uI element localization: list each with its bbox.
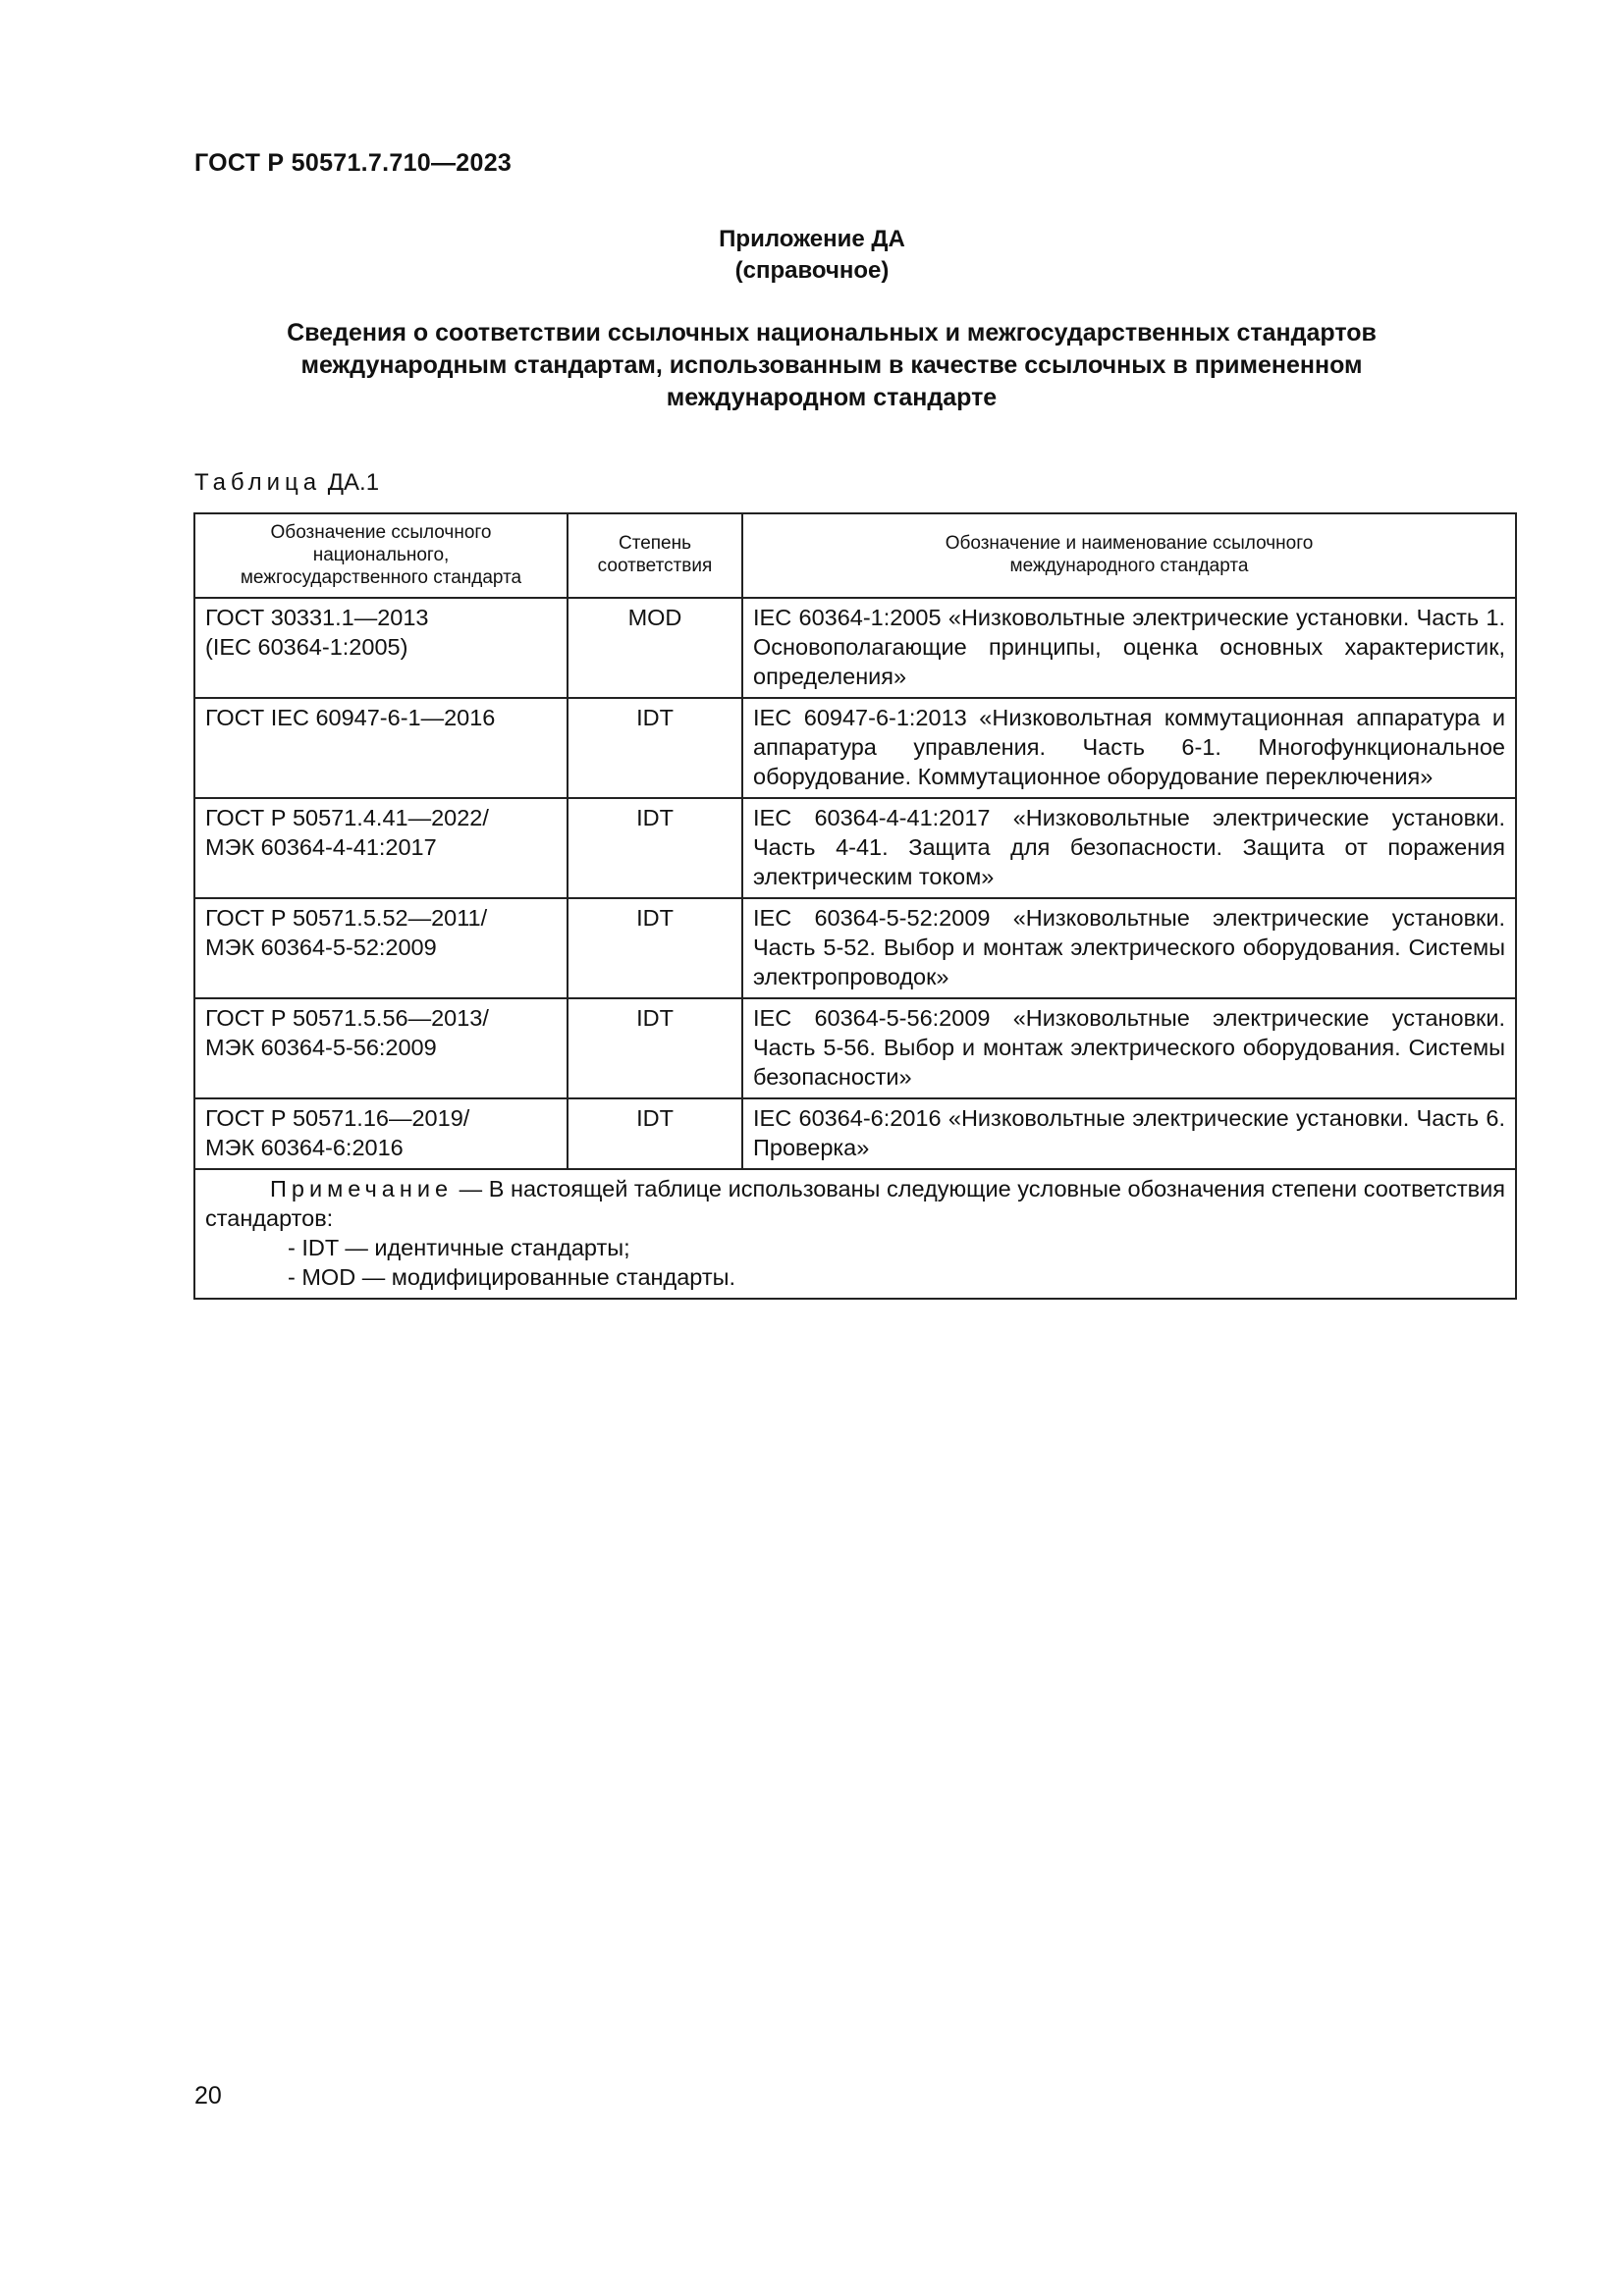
table-row [194,898,1516,998]
national-standard-cell: ГОСТ IEC 60947-6-1—2016 [194,698,568,798]
degree-cell: IDT [568,898,742,998]
appendix-title-line: Сведения о соответствии ссылочных национальных и межгосударственных стандартов [287,319,1377,347]
national-standard-cell: ГОСТ Р 50571.5.52—2011/ МЭК 60364-5-52:2009 [194,898,568,998]
national-standard-cell: ГОСТ Р 50571.16—2019/ МЭК 60364-6:2016 [194,1098,568,1169]
table-caption-label: Таблица [194,469,322,496]
column-header-national: Обозначение ссылочного национального, межгосударственного стандарта [194,513,568,598]
international-standard-cell: IEC 60364-5-52:2009 «Низковольтные электрические установки. Часть 5-52. Выбор и монтаж электрического оборудования. Системы электропроводок» [742,898,1516,998]
national-standard-cell: ГОСТ Р 50571.4.41—2022/ МЭК 60364-4-41:2017 [194,798,568,898]
page-number: 20 [194,2082,222,2109]
table-row [194,998,1516,1098]
degree-cell: IDT [568,798,742,898]
appendix-label: Приложение ДА [719,226,905,252]
degree-cell: IDT [568,998,742,1098]
degree-cell: MOD [568,598,742,698]
table-caption [194,469,379,497]
table-note [194,1169,1516,1299]
column-header-degree: Степень соответствия [568,513,742,598]
degree-cell: IDT [568,1098,742,1169]
reference-standards-table [193,512,1517,1300]
international-standard-cell: IEC 60364-4-41:2017 «Низковольтные электрические установки. Часть 4-41. Защита для безопасности. Защита от поражения электрическим током» [742,798,1516,898]
table-header-row [194,513,1516,598]
table-note-row [194,1169,1516,1299]
table-row [194,798,1516,898]
table-caption-number: ДА.1 [327,469,380,496]
appendix-title [196,317,1467,414]
international-standard-cell: IEC 60364-6:2016 «Низковольтные электрические установки. Часть 6. Проверка» [742,1098,1516,1169]
appendix-kind: (справочное) [734,257,890,284]
appendix-title-line: международным стандартам, использованным в качестве ссылочных в примененном [300,351,1363,379]
national-standard-cell: ГОСТ 30331.1—2013 (IEC 60364-1:2005) [194,598,568,698]
international-standard-cell: IEC 60364-5-56:2009 «Низковольтные электрические установки. Часть 5-56. Выбор и монтаж электрического оборудования. Системы безопасности» [742,998,1516,1098]
appendix-title-line: международном стандарте [666,384,998,411]
note-label: Примечание [270,1176,454,1201]
table-row [194,1098,1516,1169]
document-header: ГОСТ Р 50571.7.710—2023 [194,149,513,177]
international-standard-cell: IEC 60947-6-1:2013 «Низковольтная коммутационная аппаратура и аппаратура управления. Часть 6-1. Многофункциональное оборудование. Коммутационное оборудование переключения» [742,698,1516,798]
degree-cell: IDT [568,698,742,798]
appendix-heading [0,224,1624,287]
international-standard-cell: IEC 60364-1:2005 «Низковольтные электрические установки. Часть 1. Основополагающие принципы, оценка основных характеристик, определения» [742,598,1516,698]
note-item: - MOD — модифицированные стандарты. [288,1264,736,1290]
national-standard-cell: ГОСТ Р 50571.5.56—2013/ МЭК 60364-5-56:2009 [194,998,568,1098]
table-row [194,698,1516,798]
note-text: — В настоящей таблице использованы следующие условные обозначения степени соответствия стандартов: [205,1176,1505,1231]
table-row [194,598,1516,698]
column-header-international: Обозначение и наименование ссылочного международного стандарта [742,513,1516,598]
note-item: - IDT — идентичные стандарты; [288,1235,630,1260]
